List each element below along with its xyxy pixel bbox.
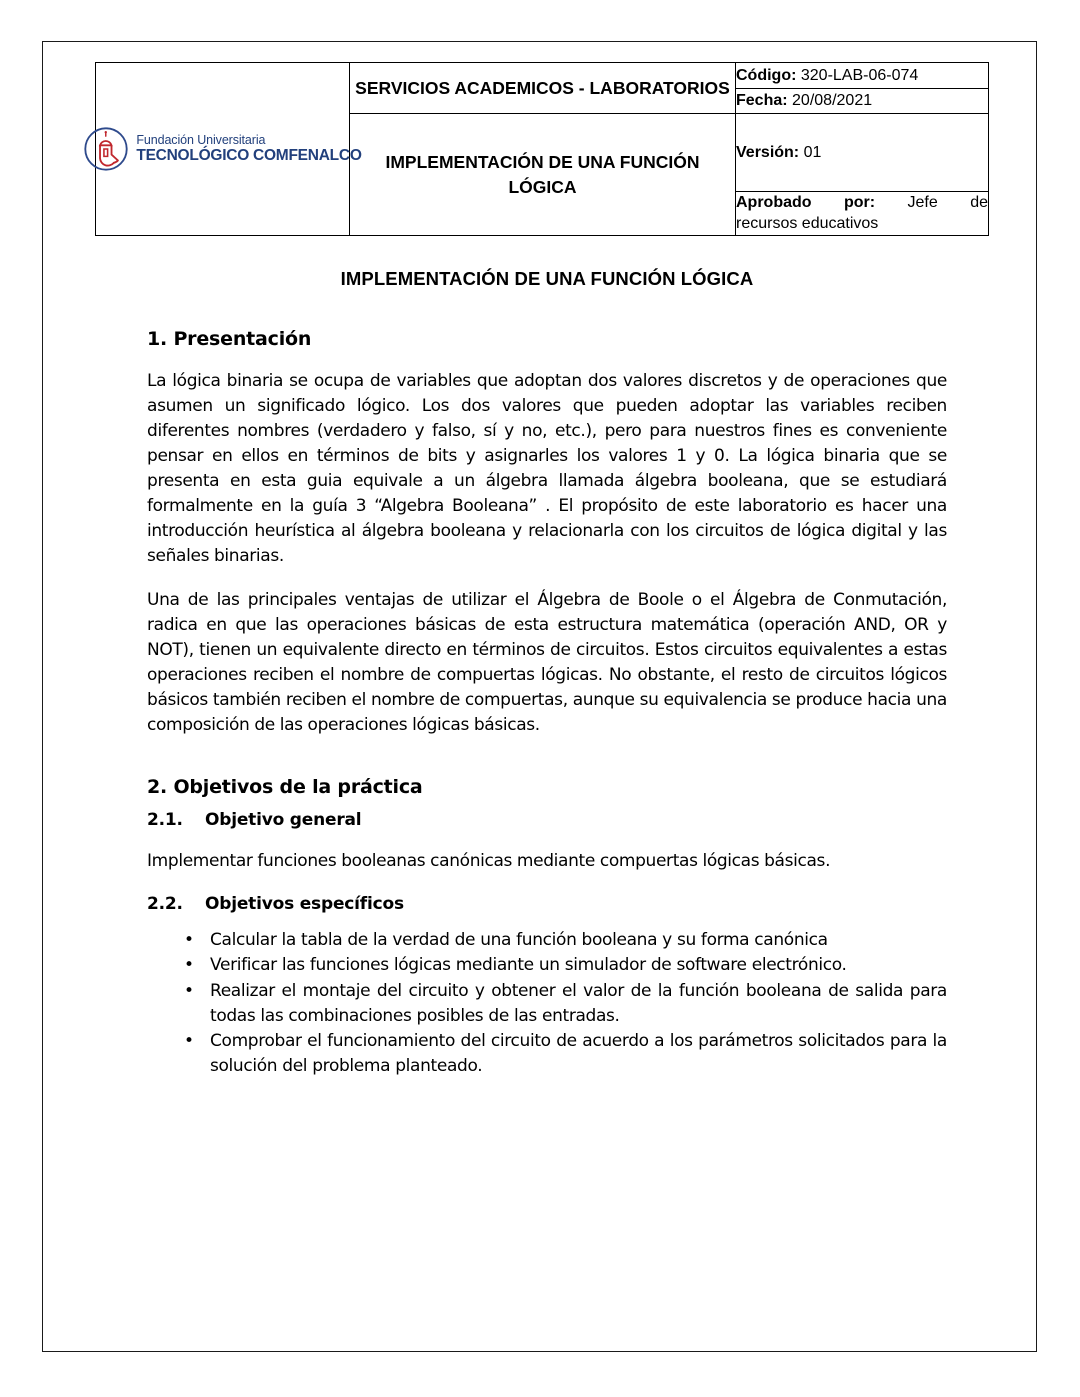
header-document-title: IMPLEMENTACIÓN DE UNA FUNCIÓN LÓGICA bbox=[350, 114, 736, 236]
section-heading-presentacion: 1. Presentación bbox=[147, 328, 312, 350]
spacer bbox=[147, 874, 947, 882]
bullet-icon: • bbox=[184, 1031, 194, 1052]
aprobado-label: Aprobado por: bbox=[736, 194, 876, 212]
objetivos-especificos-list bbox=[147, 928, 947, 1079]
fecha-value: 20/08/2021 bbox=[792, 92, 873, 110]
bullet-icon: • bbox=[184, 929, 194, 950]
list-item bbox=[147, 928, 947, 953]
presentacion-paragraph-2: Una de las principales ventajas de utilizar el Álgebra de Boole o el Álgebra de Conmutación, radica en que las operaciones básicas de esta estructura matemática (operación AND, OR y NOT), tienen un equivalente directo en términos de circuitos. Estos circuitos equivalentes a estas operaciones reciben el nombre de compuertas lógicas. No obstante, el resto de circuitos lógicos básicos también reciben el nombre de compuertas, aunque su equivalencia se produce hacia una composición de las operaciones lógicas básicas. bbox=[147, 589, 947, 735]
institution-logo bbox=[96, 126, 362, 172]
aprobado-value-1: Jefe de bbox=[907, 194, 989, 212]
list-item bbox=[147, 953, 947, 978]
header-fecha-cell bbox=[736, 88, 989, 114]
list-item bbox=[147, 979, 947, 1028]
list-item-text: Comprobar el funcionamiento del circuito de acuerdo a los parámetros solicitados para la solución del problema planteado. bbox=[210, 1031, 947, 1076]
objetivos-especificos-label: Objetivos específicos bbox=[205, 893, 404, 914]
objetivo-general-text: Implementar funciones booleanas canónicas mediante compuertas lógicas básicas. bbox=[147, 850, 831, 871]
subsection-heading-objetivos-especificos bbox=[147, 894, 947, 914]
bullet-icon: • bbox=[184, 955, 194, 976]
page-title: IMPLEMENTACIÓN DE UNA FUNCIÓN LÓGICA bbox=[340, 268, 754, 289]
version-label: Versión: bbox=[736, 143, 800, 161]
list-item-text: Calcular la tabla de la verdad de una función booleana y su forma canónica bbox=[210, 929, 828, 950]
list-item-text: Realizar el montaje del circuito y obtener el valor de la función booleana de salida para todas las combinaciones posibles de las entradas. bbox=[210, 981, 947, 1026]
version-value: 01 bbox=[803, 143, 822, 161]
header-logo-cell bbox=[96, 63, 362, 236]
list-item-text: Verificar las funciones lógicas mediante un simulador de software electrónico. bbox=[210, 955, 847, 976]
header-codigo-cell bbox=[736, 63, 989, 89]
header-version-cell bbox=[736, 114, 989, 192]
objetivos-especificos-number: 2.2. bbox=[147, 893, 183, 914]
document-body bbox=[147, 262, 947, 1080]
header-service-title: SERVICIOS ACADEMICOS - LABORATORIOS bbox=[350, 63, 736, 114]
subsection-heading-objetivo-general bbox=[147, 810, 947, 830]
codigo-value: 320-LAB-06-074 bbox=[800, 66, 919, 84]
fecha-label: Fecha: bbox=[736, 92, 788, 110]
objetivo-general-number: 2.1. bbox=[147, 809, 183, 830]
objetivo-general-label: Objetivo general bbox=[205, 809, 362, 830]
header-aprobado-cell bbox=[736, 191, 989, 235]
section-heading-objetivos: 2. Objetivos de la práctica bbox=[147, 775, 423, 798]
logo-line-1: Fundación Universitaria bbox=[136, 133, 266, 148]
aprobado-line-1 bbox=[736, 192, 988, 213]
codigo-label: Código: bbox=[736, 66, 797, 84]
logo-wordmark bbox=[136, 133, 361, 164]
document-header-table bbox=[95, 62, 989, 236]
list-item bbox=[147, 1029, 947, 1078]
logo-line-2: TECNOLÓGICO COMFENALCO bbox=[136, 147, 362, 165]
bullet-icon: • bbox=[184, 981, 194, 1002]
aprobado-line-2: recursos educativos bbox=[736, 215, 879, 233]
presentacion-paragraph-1: La lógica binaria se ocupa de variables que adoptan dos valores discretos y de operaciones que asumen un significado lógico. Los dos valores que pueden adoptar las variables reciben diferentes nombres (verdadero y falso, sí y no, etc.), pero para nuestros fines es conveniente pensar en ellos en términos de bits y asignarles los valores 1 y 0. La lógica binaria que se presenta en esta guia equivale a un álgebra llamada álgebra booleana, que se estudiará formalmente en la guía 3 “Algebra Booleana” . El propósito de este laboratorio es hacer una introducción heurística al álgebra booleana y relacionarla con los circuitos de lógica digital y las señales binarias. bbox=[147, 371, 947, 566]
comfenalco-shield-icon bbox=[83, 126, 129, 172]
